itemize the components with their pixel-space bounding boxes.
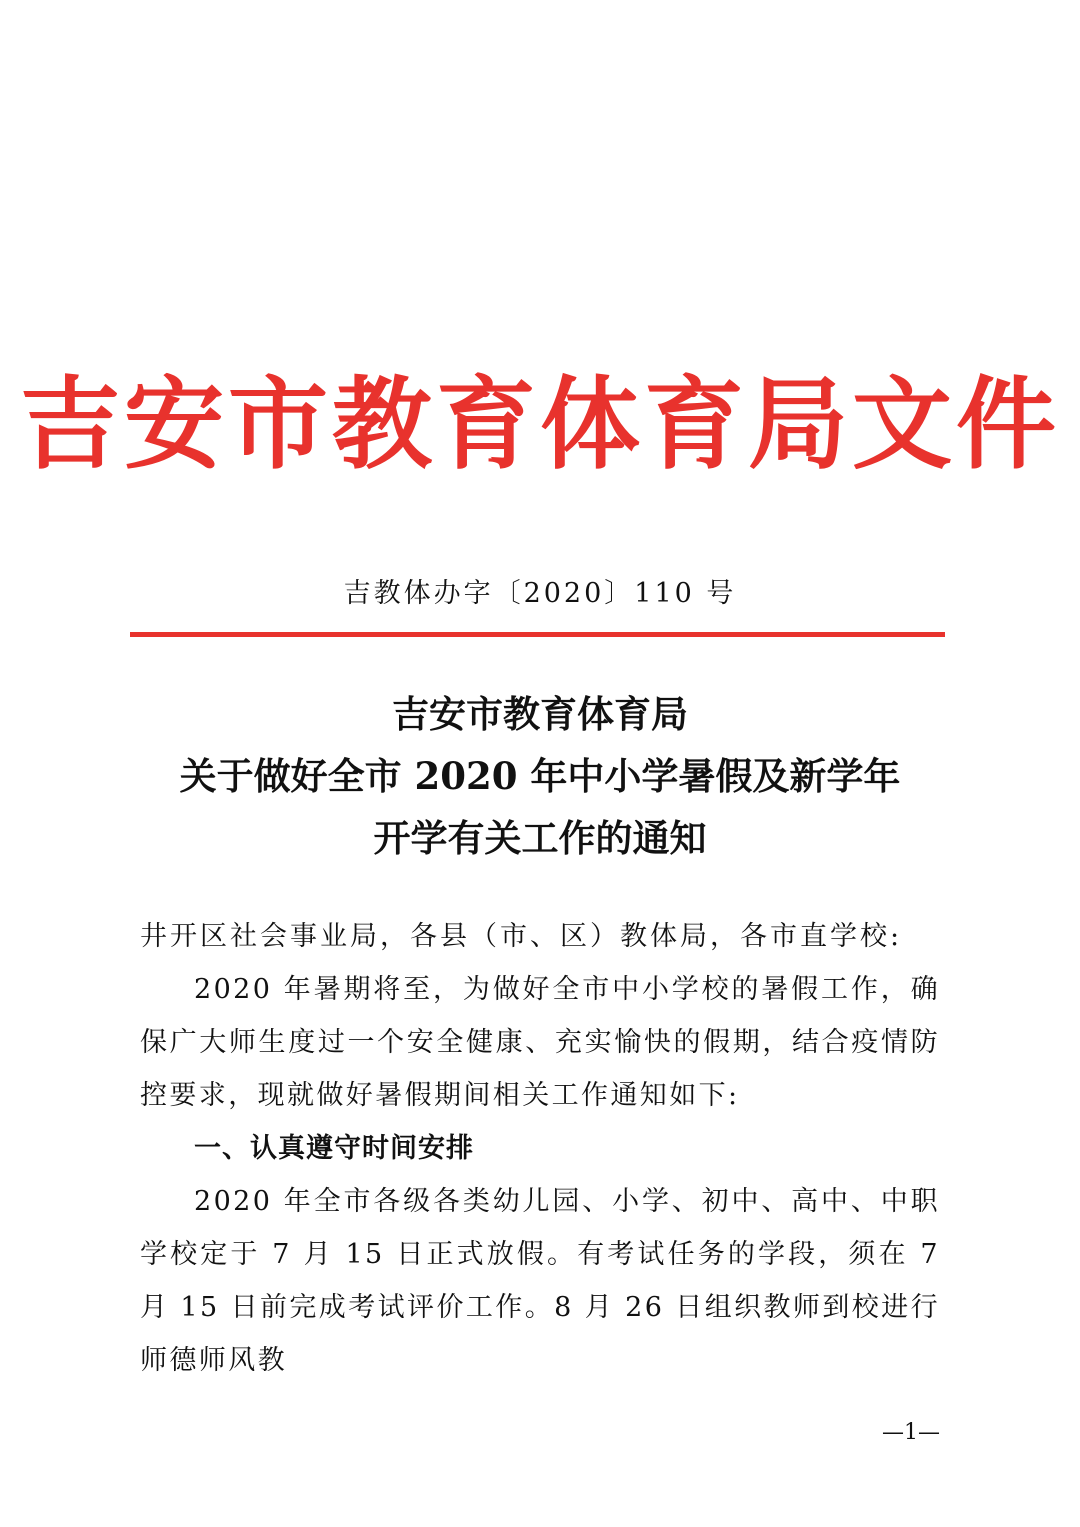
notice-body (140, 910, 940, 1387)
salutation: 井开区社会事业局，各县（市、区）教体局，各市直学校: (140, 921, 903, 952)
masthead-title: 吉安市教育体育局文件 (20, 366, 1060, 483)
title-line-3: 开学有关工作的通知 (373, 816, 707, 860)
intro-paragraph: 2020 年暑期将至，为做好全市中小学校的暑假工作，确保广大师生度过一个安全健康、充实愉快的假期，结合疫情防控要求，现就做好暑假期间相关工作通知如下: (140, 974, 940, 1111)
title-line-2: 关于做好全市 2020 年中小学暑假及新学年 (179, 754, 901, 798)
document-number: 吉教体办字〔2020〕110 号 (343, 578, 737, 609)
notice-title (0, 683, 1080, 869)
red-divider-line (130, 632, 945, 637)
page-number: —1— (882, 1420, 940, 1445)
title-line-1: 吉安市教育体育局 (392, 692, 688, 736)
section-heading-1: 一、认真遵守时间安排 (194, 1133, 474, 1164)
section-1-paragraph: 2020 年全市各级各类幼儿园、小学、初中、高中、中职学校定于 7 月 15 日正式放假。有考试任务的学段，须在 7 月 15 日前完成考试评价工作。8 月 26 日组织教师到校进行师德师风教 (140, 1186, 940, 1376)
